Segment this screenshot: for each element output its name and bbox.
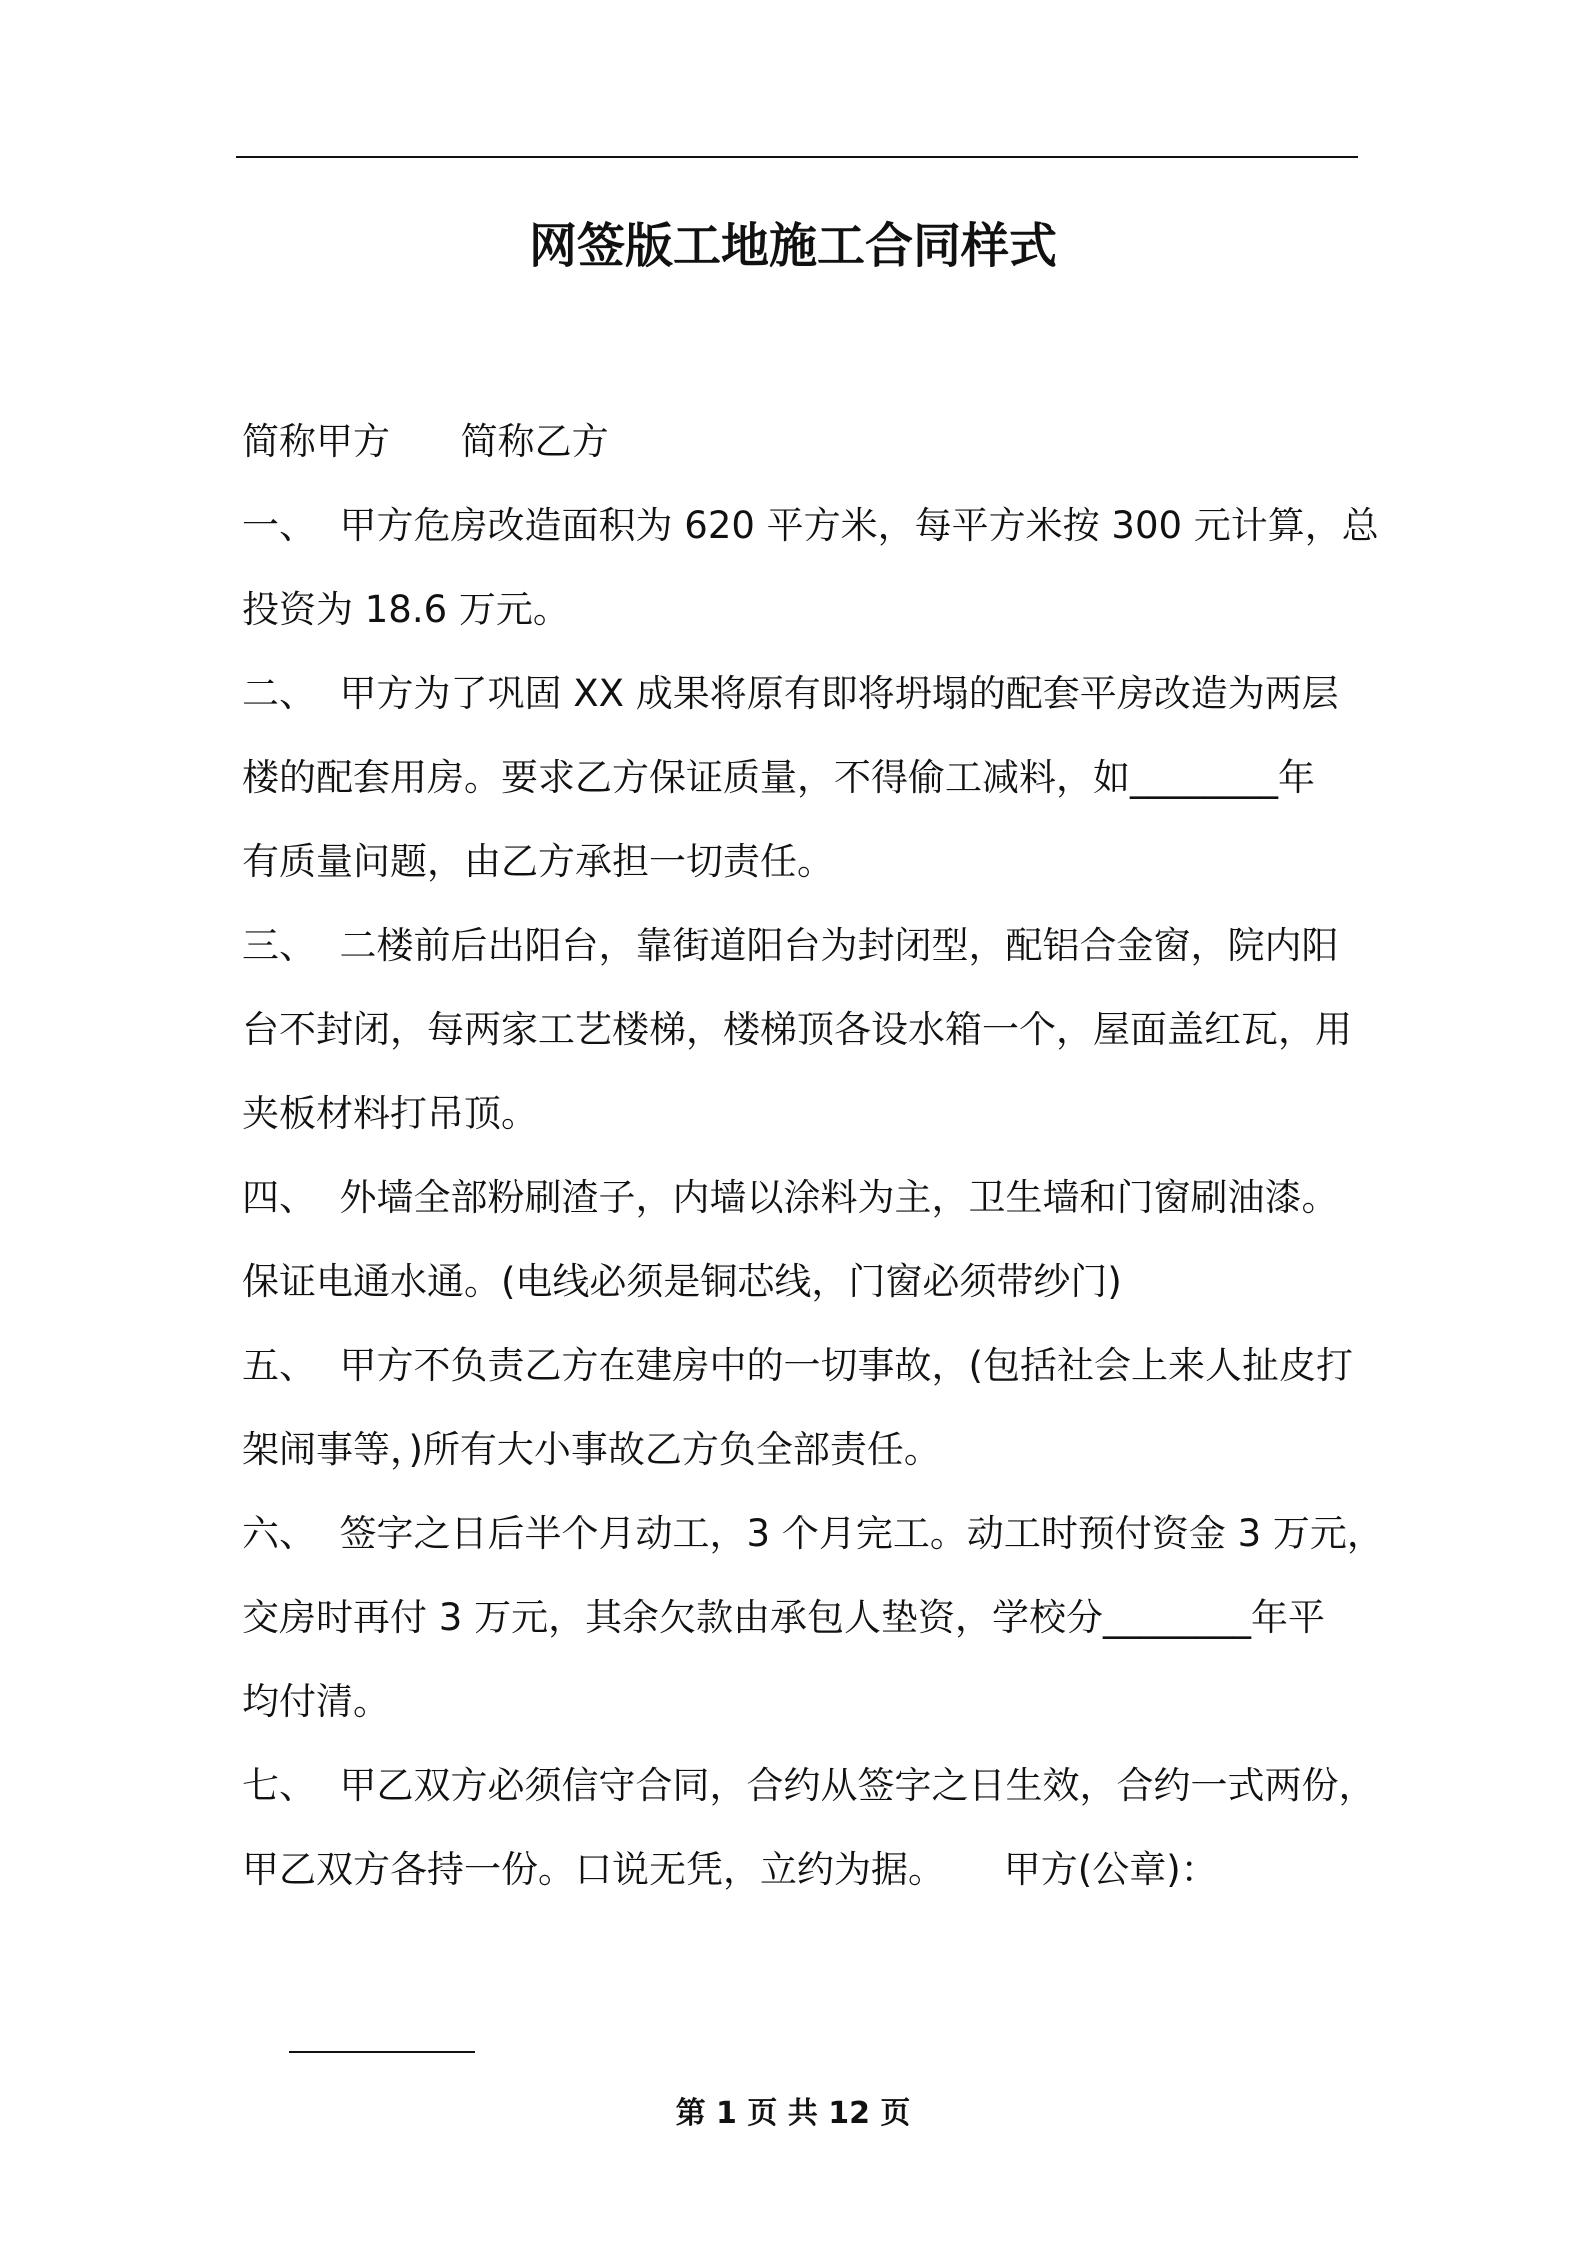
clause-2-line-3: 有质量问题，由乙方承担一切责任。 [242, 840, 834, 883]
clause-6-line-3: 均付清。 [242, 1680, 390, 1723]
clause-6-line-1: 六、 签字之日后半个月动工，3 个月完工。动工时预付资金 3 万元， [242, 1512, 1384, 1555]
clause-1-line-1: 一、 甲方危房改造面积为 620 平方米，每平方米按 300 元计算，总 [242, 504, 1379, 547]
contract-body [242, 400, 1384, 1996]
header-rule [236, 156, 1358, 158]
party-a-signature-line [289, 2051, 475, 2053]
page-footer: 第 1 页 共 12 页 [675, 2096, 911, 2131]
clause-2-line-1: 二、 甲方为了巩固 XX 成果将原有即将坍塌的配套平房改造为两层 [242, 672, 1339, 715]
clause-4-line-1: 四、 外墙全部粉刷渣子，内墙以涂料为主，卫生墙和门窗刷油漆。 [242, 1176, 1339, 1219]
clause-5-line-2: 架闹事等，)所有大小事故乙方负全部责任。 [242, 1428, 941, 1471]
clause-3-line-3: 夹板材料打吊顶。 [242, 1092, 538, 1135]
clause-1-line-2: 投资为 18.6 万元。 [242, 588, 570, 631]
clause-5-line-1: 五、 甲方不负责乙方在建房中的一切事故，(包括社会上来人扯皮打 [242, 1344, 1353, 1387]
clause-7-line-1: 七、 甲乙双方必须信守合同，合约从签字之日生效，合约一式两份， [242, 1764, 1376, 1807]
document-title: 网签版工地施工合同样式 [528, 218, 1057, 274]
signature-line-row [242, 1912, 1362, 1996]
parties-line: 简称甲方 简称乙方 [242, 420, 609, 463]
clause-3-line-2: 台不封闭，每两家工艺楼梯，楼梯顶各设水箱一个，屋面盖红瓦，用 [242, 1008, 1352, 1051]
clause-3-line-1: 三、 二楼前后出阳台，靠街道阳台为封闭型，配铝合金窗，院内阳 [242, 924, 1339, 967]
clause-6-line-2: 交房时再付 3 万元，其余欠款由承包人垫资，学校分________年平 [242, 1596, 1326, 1639]
clause-4-line-2: 保证电通水通。(电线必须是铜芯线，门窗必须带纱门) [242, 1260, 1122, 1303]
clause-2-line-2: 楼的配套用房。要求乙方保证质量，不得偷工减料，如________年 [242, 756, 1315, 799]
clause-7-line-2: 甲乙双方各持一份。口说无凭，立约为据。 甲方(公章)： [242, 1848, 1218, 1891]
